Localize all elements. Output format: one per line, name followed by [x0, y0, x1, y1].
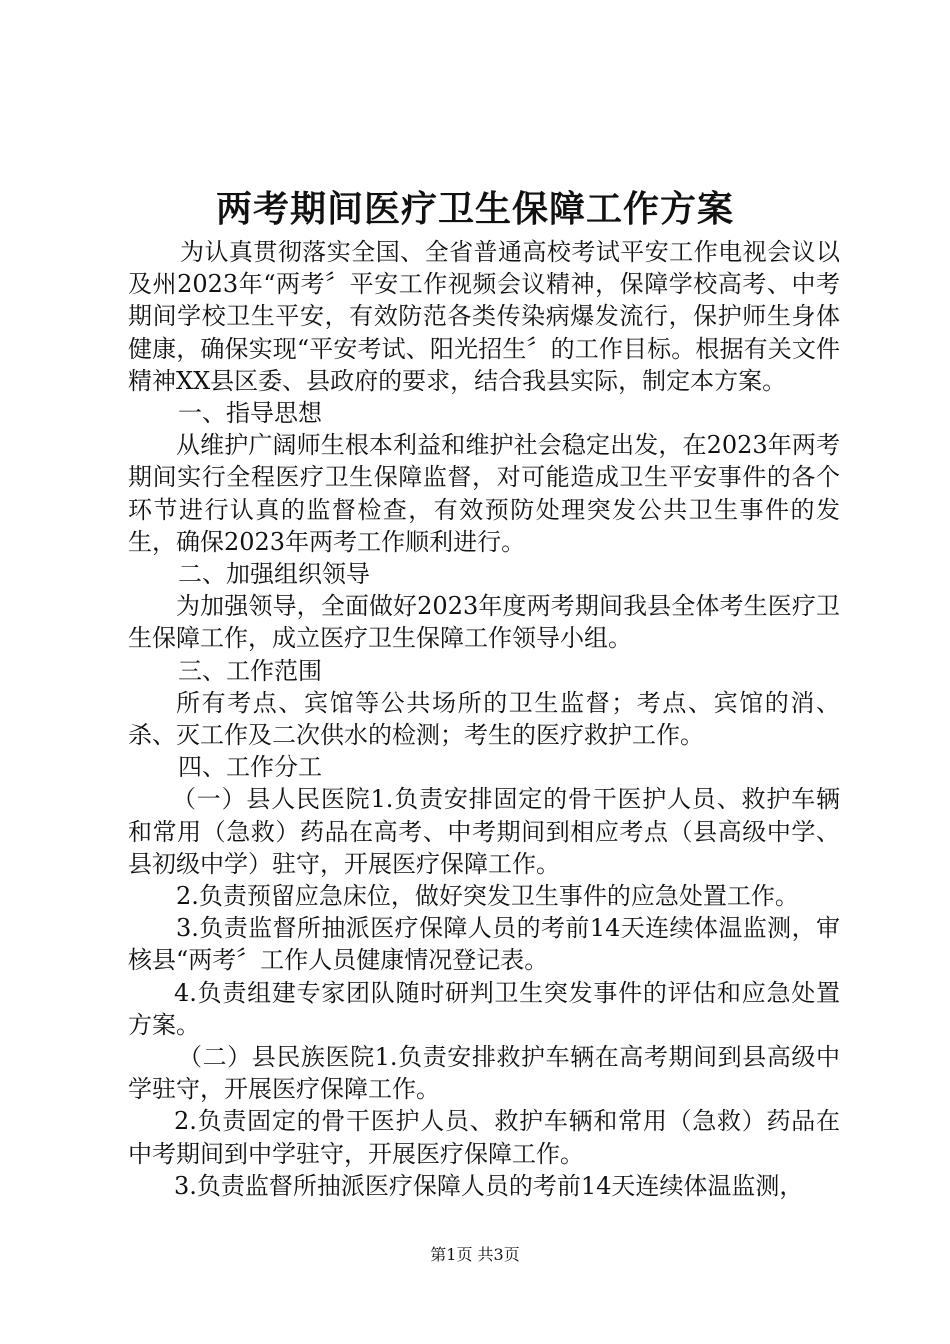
paragraph-ethnic-item-2: 2.负责固定的骨干医护人员、救护车辆和常用（急救）药品在中考期间到中学驻守，开展医疗保障工作。 — [128, 1107, 840, 1168]
section-heading-guiding-ideology: 一、指导思想 — [178, 399, 322, 428]
paragraph-ethnic-item-3: 3.负责监督所抽派医疗保障人员的考前14天连续体温监测， — [174, 1171, 804, 1200]
section-heading-scope: 三、工作范围 — [178, 656, 322, 685]
page-indicator: 第1页 共3页 — [430, 1245, 520, 1264]
document-title: 两考期间医疗卫生保障工作方案 — [215, 188, 734, 230]
paragraph-ethnic-hospital: （二）县民族医院1.负责安排救护车辆在高考期间到县高级中学驻守，开展医疗保障工作。 — [128, 1043, 840, 1104]
intro-paragraph: 为认真贯彻落实全国、全省普通高校考试平安工作电视会议以及州2023年“两考〞平安工作视频会议精神，保障学校高考、中考期间学校卫生平安，有效防范各类传染病爆发流行，保护师生身体健康，确保实现“平安考试、阳光招生〞的工作目标。根据有关文件精神XX县区委、县政府的要求，结合我县实际，制定本方案。 — [128, 238, 840, 395]
section-heading-organization: 二、加强组织领导 — [178, 560, 370, 589]
paragraph-organization: 为加强领导，全面做好2023年度两考期间我县全体考生医疗卫生保障工作，成立医疗卫生保障工作领导小组。 — [128, 592, 840, 653]
paragraph-item-4: 4.负责组建专家团队随时研判卫生突发事件的评估和应急处置方案。 — [128, 978, 840, 1039]
paragraph-scope: 所有考点、宾馆等公共场所的卫生监督；考点、宾馆的消、杀、灭工作及二次供水的检测；考生的医疗救护工作。 — [128, 688, 840, 750]
paragraph-guiding-ideology: 从维护广阔师生根本利益和维护社会稳定出发，在2023年两考期间实行全程医疗卫生保障监督，对可能造成卫生平安事件的各个环节进行认真的监督检查，有效预防处理突发公共卫生事件的发生，确保2023年两考工作顺利进行。 — [128, 431, 840, 556]
paragraph-county-hospital: （一）县人民医院1.负责安排固定的骨干医护人员、救护车辆和常用（急救）药品在高考、中考期间到相应考点（县高级中学、县初级中学）驻守，开展医疗保障工作。 — [128, 785, 840, 878]
document-body — [128, 236, 840, 1202]
paragraph-item-2: 2.负责预留应急床位，做好突发卫生事件的应急处置工作。 — [176, 882, 799, 911]
paragraph-item-3: 3.负责监督所抽派医疗保障人员的考前14天连续体温监测，审核县“两考〞工作人员健康情况登记表。 — [128, 914, 840, 975]
section-heading-division: 四、工作分工 — [178, 753, 322, 782]
